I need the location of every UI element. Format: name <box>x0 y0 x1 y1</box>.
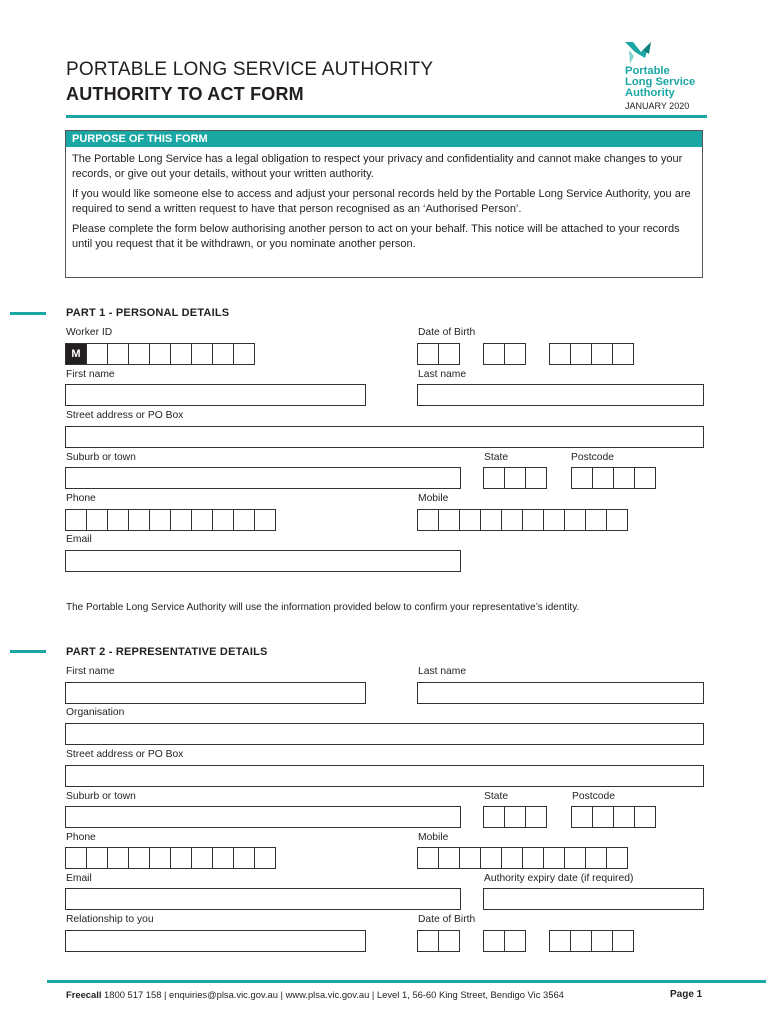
street-field[interactable] <box>65 426 704 448</box>
digit-box[interactable] <box>522 847 544 869</box>
header-divider <box>66 115 707 118</box>
rep-dob-day-input[interactable] <box>417 930 459 952</box>
digit-box[interactable] <box>592 806 614 828</box>
digit-box[interactable] <box>149 509 171 531</box>
purpose-paragraph: Please complete the form below authorising another person to act on your behalf. This notice will be attached to your records until you request that it be withdrawn, or you nominate another person. <box>72 223 680 250</box>
rep-dob-month-input[interactable] <box>483 930 525 952</box>
section-marker <box>10 650 46 653</box>
digit-box[interactable] <box>438 847 460 869</box>
digit-box[interactable] <box>549 930 571 952</box>
digit-box[interactable] <box>191 343 213 365</box>
form-title: AUTHORITY TO ACT FORM <box>66 84 304 104</box>
digit-box[interactable] <box>522 509 544 531</box>
expiry-field[interactable] <box>483 888 704 910</box>
form-date: JANUARY 2020 <box>625 101 690 111</box>
phone-label: Phone <box>66 493 96 504</box>
contact-details: 1800 517 158 | enquiries@plsa.vic.gov.au | www.plsa.vic.gov.au | Level 1, 56-60 King Street, Bendigo Vic 3564 <box>101 989 564 1000</box>
digit-box[interactable] <box>483 467 505 489</box>
footer-contact <box>66 989 564 1000</box>
digit-box[interactable] <box>65 847 87 869</box>
digit-box[interactable] <box>525 806 547 828</box>
digit-box[interactable] <box>459 847 481 869</box>
first-name-label: First name <box>66 369 115 380</box>
digit-box[interactable] <box>504 467 526 489</box>
dob-year-input[interactable] <box>549 343 633 365</box>
digit-box[interactable] <box>107 509 129 531</box>
section-marker <box>10 312 46 315</box>
digit-box[interactable] <box>233 847 255 869</box>
digit-box[interactable] <box>191 509 213 531</box>
digit-box[interactable] <box>212 847 234 869</box>
relationship-field[interactable] <box>65 930 366 952</box>
rep-state-input[interactable] <box>483 806 546 828</box>
worker-id-input[interactable] <box>65 343 254 365</box>
mobile-input[interactable] <box>417 509 627 531</box>
digit-box[interactable] <box>417 343 439 365</box>
worker-id-prefix: M <box>65 343 87 365</box>
digit-box[interactable] <box>128 847 150 869</box>
org-title: PORTABLE LONG SERVICE AUTHORITY <box>66 59 434 80</box>
rep-phone-input[interactable] <box>65 847 275 869</box>
email-label: Email <box>66 534 92 545</box>
postcode-input[interactable] <box>571 467 655 489</box>
rep-postcode-input[interactable] <box>571 806 655 828</box>
digit-box[interactable] <box>254 509 276 531</box>
digit-box[interactable] <box>254 847 276 869</box>
rep-last-name-field[interactable] <box>417 682 704 704</box>
dob-month-input[interactable] <box>483 343 525 365</box>
digit-box[interactable] <box>585 509 607 531</box>
digit-box[interactable] <box>543 509 565 531</box>
digit-box[interactable] <box>592 467 614 489</box>
rep-suburb-field[interactable] <box>65 806 461 828</box>
rep-mobile-input[interactable] <box>417 847 627 869</box>
last-name-label: Last name <box>418 369 467 380</box>
digit-box[interactable] <box>504 343 526 365</box>
digit-box[interactable] <box>417 847 439 869</box>
postcode-label: Postcode <box>571 452 614 463</box>
digit-box[interactable] <box>128 343 150 365</box>
digit-box[interactable] <box>501 847 523 869</box>
purpose-paragraph: If you would like someone else to access and adjust your personal records held by the Portable Long Service Authority, you are required to send a written request to have that person recognised as an ‘Authorised Person’. <box>72 188 691 215</box>
expiry-label: Authority expiry date (if required) <box>484 873 634 884</box>
digit-box[interactable] <box>65 509 87 531</box>
confirm-note: The Portable Long Service Authority will use the information provided below to confirm your representative’s identity. <box>66 602 580 613</box>
digit-box[interactable] <box>612 930 634 952</box>
phone-input[interactable] <box>65 509 275 531</box>
digit-box[interactable] <box>149 343 171 365</box>
purpose-heading: PURPOSE OF THIS FORM <box>66 131 702 147</box>
rep-phone-label: Phone <box>66 832 96 843</box>
digit-box[interactable] <box>480 847 502 869</box>
dob-label: Date of Birth <box>418 327 476 338</box>
digit-box[interactable] <box>613 806 635 828</box>
rep-email-field[interactable] <box>65 888 461 910</box>
digit-box[interactable] <box>170 343 192 365</box>
rep-suburb-label: Suburb or town <box>66 791 136 802</box>
state-input[interactable] <box>483 467 546 489</box>
digit-box[interactable] <box>591 930 613 952</box>
digit-box[interactable] <box>233 343 255 365</box>
digit-box[interactable] <box>564 509 586 531</box>
freecall-label: Freecall <box>66 989 102 1000</box>
rep-postcode-label: Postcode <box>572 791 615 802</box>
digit-box[interactable] <box>634 467 656 489</box>
digit-box[interactable] <box>591 343 613 365</box>
digit-box[interactable] <box>107 847 129 869</box>
digit-box[interactable] <box>483 343 505 365</box>
purpose-box <box>65 130 703 278</box>
digit-box[interactable] <box>483 806 505 828</box>
rep-first-name-label: First name <box>66 666 115 677</box>
mobile-label: Mobile <box>418 493 449 504</box>
digit-box[interactable] <box>543 847 565 869</box>
digit-box[interactable] <box>570 343 592 365</box>
digit-box[interactable] <box>459 509 481 531</box>
purpose-text <box>72 152 696 257</box>
purpose-paragraph: The Portable Long Service has a legal obligation to respect your privacy and confidentiality and cannot make changes to your records, or give out your details, without your written authority. <box>72 153 683 180</box>
digit-box[interactable] <box>128 509 150 531</box>
digit-box[interactable] <box>480 509 502 531</box>
rep-last-name-label: Last name <box>418 666 467 677</box>
worker-id-label: Worker ID <box>66 327 113 338</box>
digit-box[interactable] <box>86 847 108 869</box>
digit-box[interactable] <box>571 806 593 828</box>
digit-box[interactable] <box>417 930 439 952</box>
digit-box[interactable] <box>212 509 234 531</box>
suburb-field[interactable] <box>65 467 461 489</box>
part1-title: PART 1 - PERSONAL DETAILS <box>66 307 230 319</box>
digit-box[interactable] <box>504 930 526 952</box>
digit-box[interactable] <box>86 343 108 365</box>
logo-wordmark: Portable Long Service Authority <box>625 65 696 99</box>
rep-email-label: Email <box>66 873 92 884</box>
digit-box[interactable] <box>504 806 526 828</box>
digit-box[interactable] <box>525 467 547 489</box>
relationship-label: Relationship to you <box>66 914 154 925</box>
digit-box[interactable] <box>170 509 192 531</box>
digit-box[interactable] <box>86 509 108 531</box>
rep-street-label: Street address or PO Box <box>66 749 184 760</box>
digit-box[interactable] <box>613 467 635 489</box>
last-name-field[interactable] <box>417 384 704 406</box>
digit-box[interactable] <box>170 847 192 869</box>
organisation-field[interactable] <box>65 723 704 745</box>
street-label: Street address or PO Box <box>66 410 184 421</box>
rep-mobile-label: Mobile <box>418 832 449 843</box>
digit-box[interactable] <box>564 847 586 869</box>
part2-title: PART 2 - REPRESENTATIVE DETAILS <box>66 646 268 658</box>
footer-divider <box>47 980 766 983</box>
first-name-field[interactable] <box>65 384 366 406</box>
rep-first-name-field[interactable] <box>65 682 366 704</box>
digit-box[interactable] <box>585 847 607 869</box>
digit-box[interactable] <box>606 509 628 531</box>
organisation-label: Organisation <box>66 707 125 718</box>
digit-box[interactable] <box>438 930 460 952</box>
digit-box[interactable] <box>570 930 592 952</box>
digit-box[interactable] <box>191 847 213 869</box>
digit-box[interactable] <box>634 806 656 828</box>
digit-box[interactable] <box>612 343 634 365</box>
rep-dob-year-input[interactable] <box>549 930 633 952</box>
digit-box[interactable] <box>438 343 460 365</box>
digit-box[interactable] <box>417 509 439 531</box>
digit-box[interactable] <box>549 343 571 365</box>
dob-day-input[interactable] <box>417 343 459 365</box>
page-number: Page 1 <box>670 989 703 1000</box>
email-field[interactable] <box>65 550 461 572</box>
digit-box[interactable] <box>212 343 234 365</box>
digit-box[interactable] <box>149 847 171 869</box>
digit-box[interactable] <box>438 509 460 531</box>
digit-box[interactable] <box>483 930 505 952</box>
digit-box[interactable] <box>606 847 628 869</box>
suburb-label: Suburb or town <box>66 452 136 463</box>
rep-state-label: State <box>484 791 509 802</box>
digit-box[interactable] <box>107 343 129 365</box>
digit-box[interactable] <box>571 467 593 489</box>
rep-dob-label: Date of Birth <box>418 914 476 925</box>
digit-box[interactable] <box>233 509 255 531</box>
rep-street-field[interactable] <box>65 765 704 787</box>
digit-box[interactable] <box>501 509 523 531</box>
state-label: State <box>484 452 509 463</box>
